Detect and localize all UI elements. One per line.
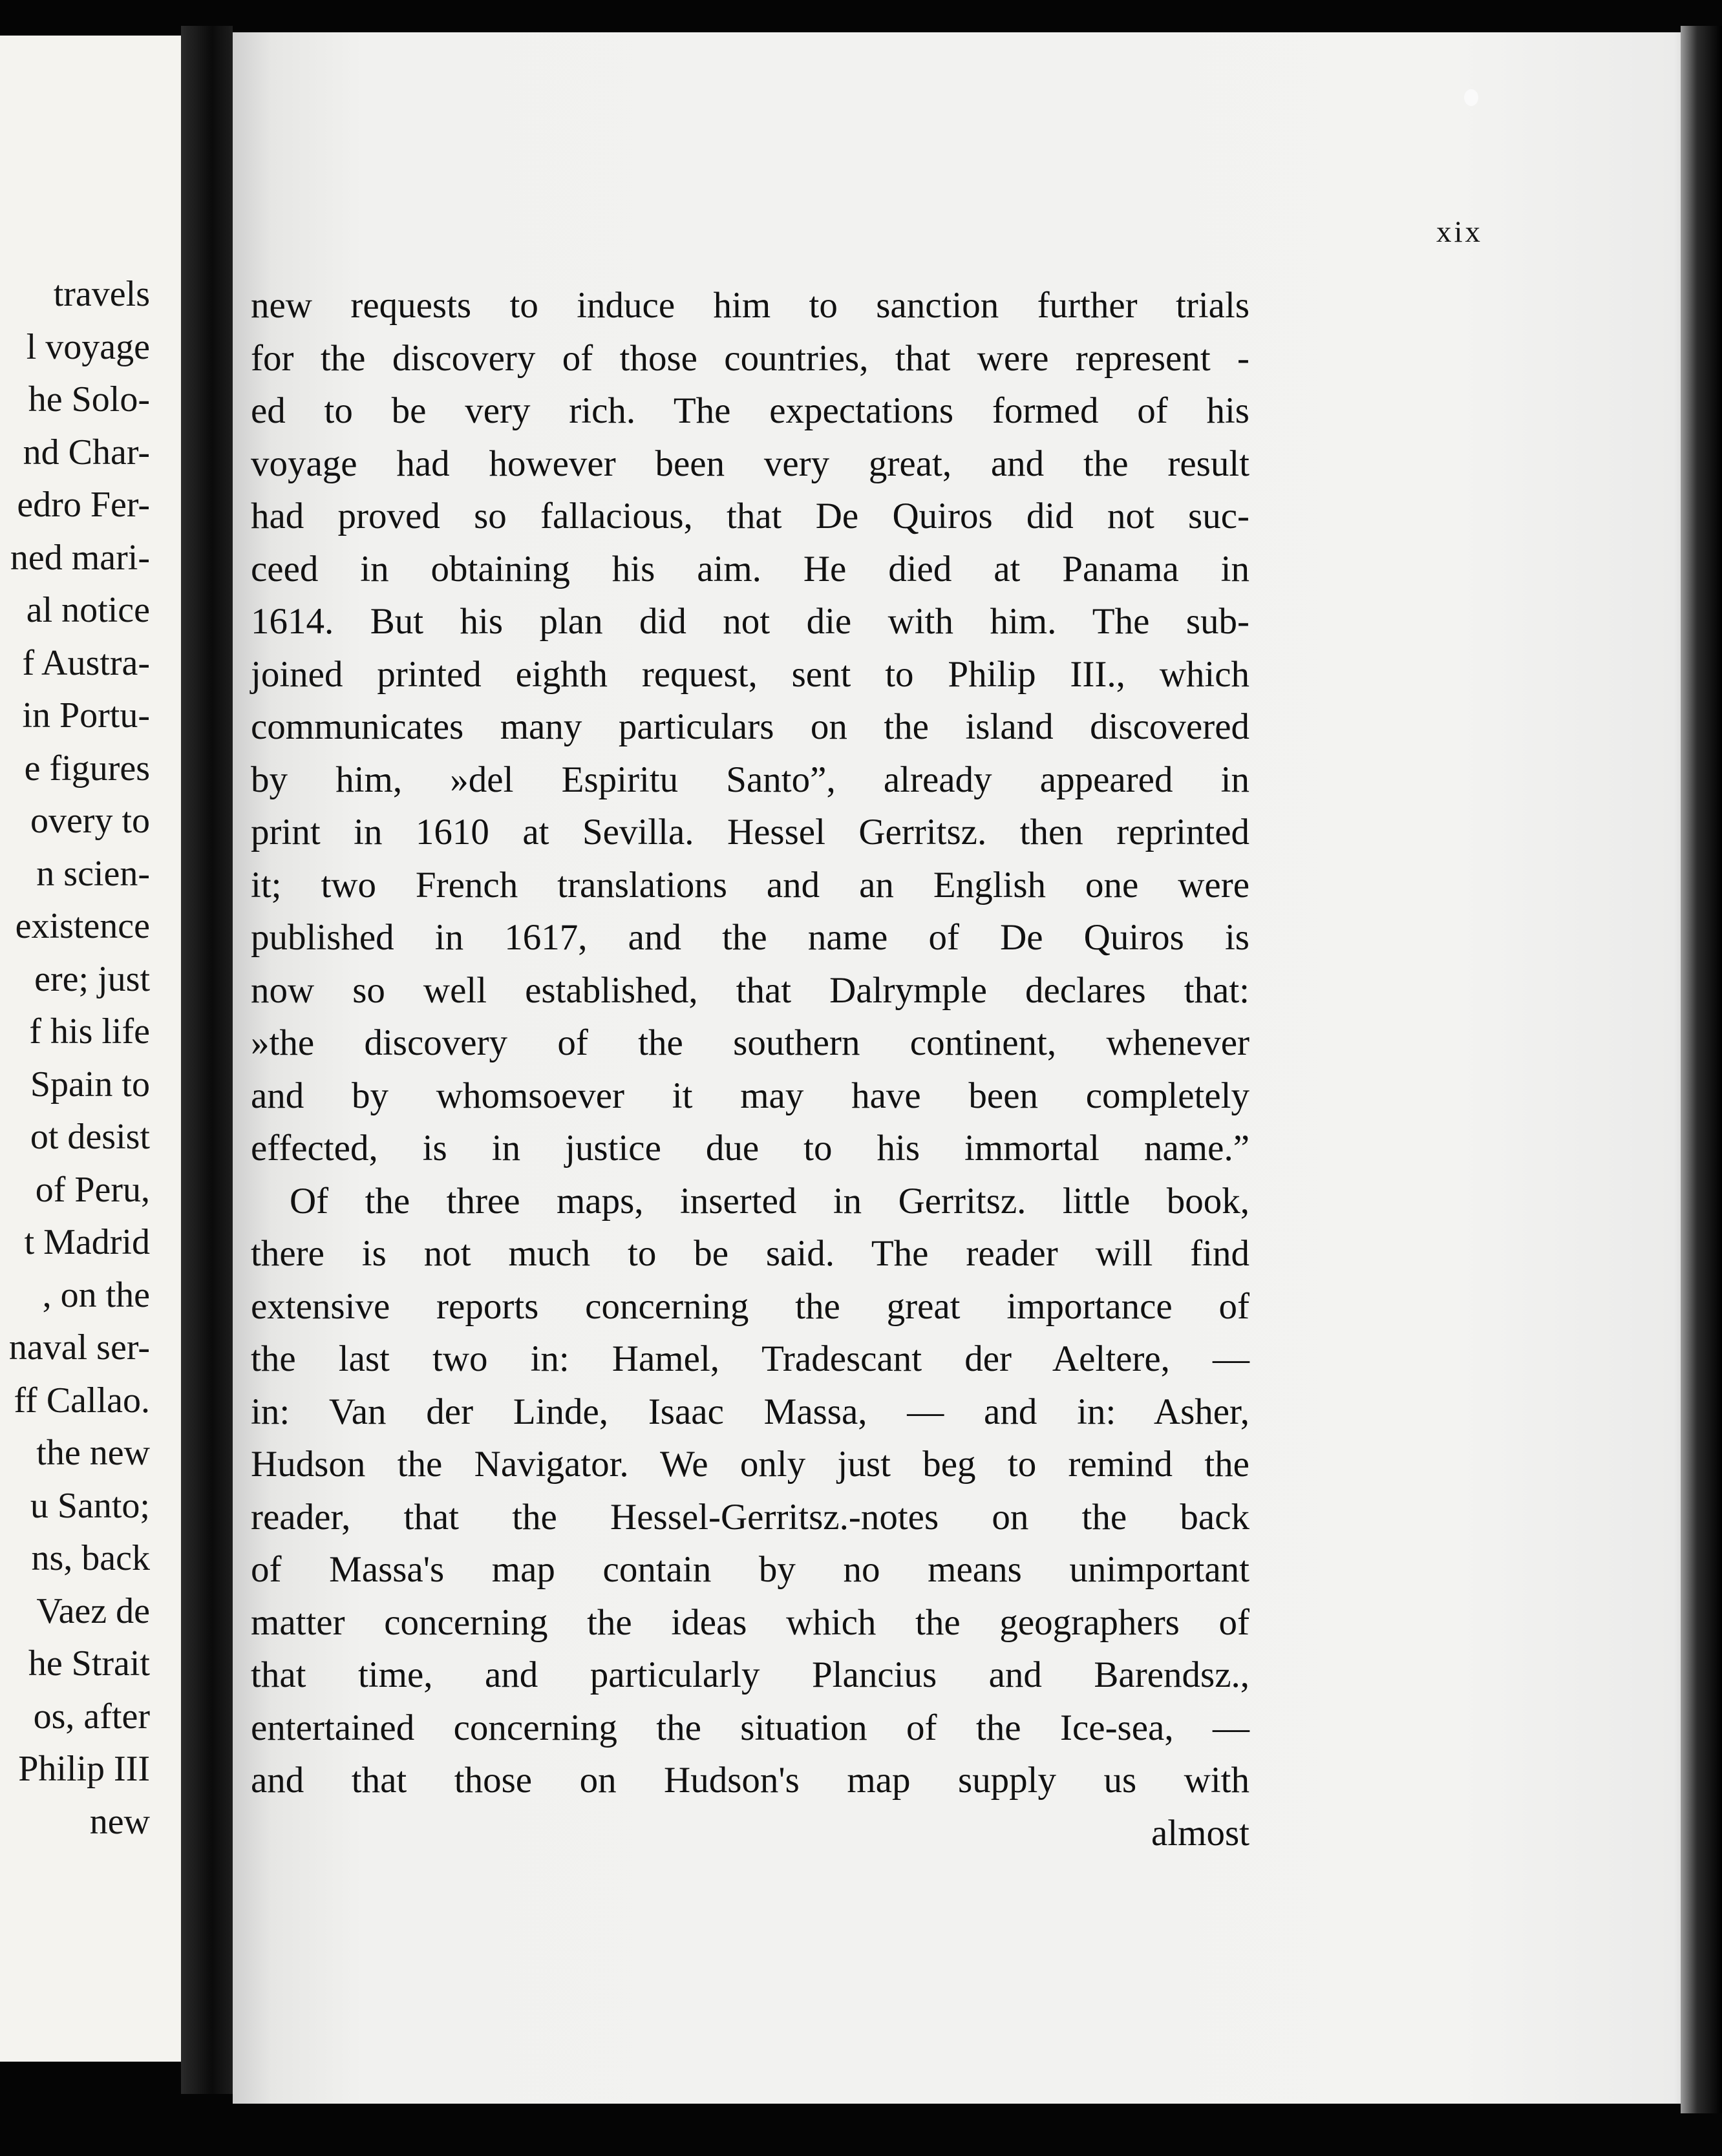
facing-page-line: e figures [24,748,150,788]
facing-page-line: t Madrid [24,1222,150,1262]
facing-page-line: Philip III [18,1749,150,1789]
facing-page-line: ot desist [30,1117,150,1157]
facing-page-line: travels [53,274,150,314]
facing-page-line: in Portu- [22,695,150,735]
page-xix [233,32,1687,2104]
facing-page-line: ns, back [31,1538,150,1578]
facing-page-line: nd Char- [23,432,150,472]
text-line: »the discovery of the southern continent, whenever [251,1022,1249,1063]
text-line: of Massa's map contain by no means unimportant [251,1549,1249,1590]
text-line: and that those on Hudson's map supply us with [251,1760,1249,1801]
text-line: extensive reports concerning the great importance of [251,1285,1249,1327]
text-line: had proved so fallacious, that De Quiros did not suc- [251,496,1249,536]
facing-page-left [0,36,181,2062]
text-line: there is not much to be said. The reader will find [251,1233,1249,1274]
facing-page-line: u Santo; [30,1485,150,1526]
page-edge-shadow [1681,26,1722,2113]
text-line: that time, and particularly Plancius and Barendsz., [251,1654,1249,1695]
facing-page-line: overy to [30,801,150,841]
facing-page-line: naval ser- [8,1327,150,1368]
catchword: almost [1151,1812,1249,1854]
text-line: effected, is in justice due to his immortal name.” [251,1128,1249,1168]
body-text [251,279,1249,1859]
text-line: it; two French translations and an English one were [251,864,1249,905]
text-line: now so well established, that Dalrymple declares that: [251,969,1249,1011]
facing-page-line: ere; just [34,958,150,999]
text-line: entertained concerning the situation of the Ice-sea, — [251,1707,1249,1748]
facing-page-line: new [89,1801,150,1842]
facing-page-line: n scien- [36,853,150,894]
facing-page-line: Vaez de [36,1591,150,1631]
text-line: the last two in: Hamel, Tradescant der Aeltere, — [251,1338,1249,1379]
facing-page-line: ff Callao. [14,1380,150,1421]
text-line: new requests to induce him to sanction further trials [251,285,1249,326]
facing-page-line: l voyage [26,326,150,367]
text-line: ceed in obtaining his aim. He died at Panama in [251,548,1249,589]
text-line: and by whomsoever it may have been completely [251,1075,1249,1116]
facing-page-text [0,268,150,1848]
facing-page-line: f Austra- [22,642,150,683]
text-line: Hudson the Navigator. We only just beg to remind the [251,1444,1249,1485]
facing-page-line: edro Fer- [17,485,150,525]
facing-page-line: of Peru, [35,1169,150,1210]
dust-speck [1464,89,1478,106]
text-line: by him, »del Espiritu Santo”, already appeared in [251,759,1249,800]
text-line: published in 1617, and the name of De Quiros is [251,917,1249,958]
facing-page-line: Spain to [30,1064,150,1104]
text-line: joined printed eighth request, sent to Philip III., which [251,653,1249,695]
facing-page-line: os, after [33,1696,150,1737]
facing-page-line: ned mari- [10,537,150,578]
facing-page-line: he Solo- [28,379,150,419]
text-line: reader, that the Hessel-Gerritsz.-notes on the back [251,1496,1249,1538]
page-number: xix [1436,215,1483,249]
facing-page-line: , on the [42,1274,150,1315]
facing-page-line: he Strait [28,1643,150,1684]
facing-page-line: f his life [29,1011,150,1052]
facing-page-line: al notice [26,590,150,630]
facing-page-line: the new [36,1433,150,1473]
book-gutter [181,26,233,2094]
text-line: ed to be very rich. The expectations formed of his [251,390,1249,431]
text-line: print in 1610 at Sevilla. Hessel Gerritsz. then reprinted [251,812,1249,852]
text-line: in: Van der Linde, Isaac Massa, — and in: Asher, [251,1391,1249,1432]
text-line: matter concerning the ideas which the geographers of [251,1601,1249,1643]
text-line: communicates many particulars on the island discovered [251,706,1249,747]
text-line: for the discovery of those countries, that were represent - [251,337,1249,379]
facing-page-line: existence [15,906,150,946]
text-line: Of the three maps, inserted in Gerritsz. little book, [290,1180,1249,1221]
text-line: voyage had however been very great, and the result [251,443,1249,484]
text-line: 1614. But his plan did not die with him. The sub- [251,601,1249,642]
